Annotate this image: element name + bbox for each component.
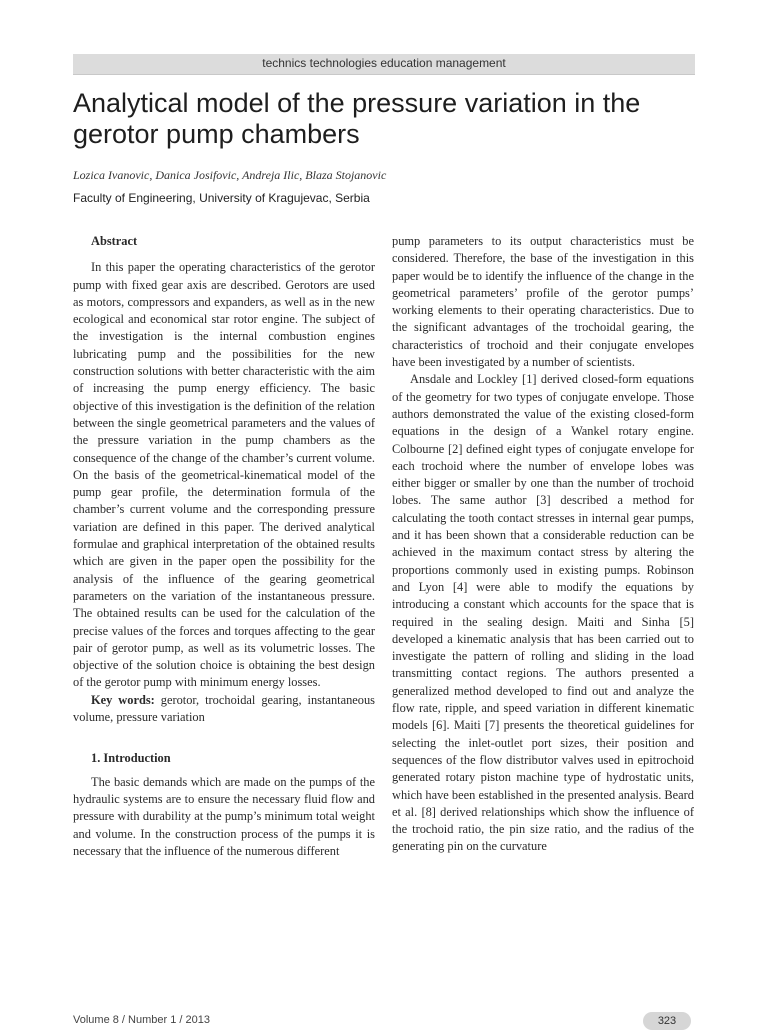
right-column (392, 233, 694, 856)
introduction-paragraph: The basic demands which are made on the pumps of the hydraulic systems are to ensure the necessary fluid flow and pressure with durability at the pump’s minimum total weight and volume. In the construction process of the pumps it is necessary that the influence of the numerous different (73, 774, 375, 858)
footer-volume: Volume 8 / Number 1 / 2013 (73, 1014, 210, 1026)
page-number: 323 (643, 1012, 691, 1030)
authors: Lozica Ivanovic, Danica Josifovic, Andreja Ilic, Blaza Stojanovic (73, 168, 387, 182)
abstract-text: In this paper the operating characteristics of the gerotor pump with fixed gear axis are described. Gerotors are used as motors, compressors and expanders, as well as in the new ecological and economical star rotor engine. The subject of the investigation is the internal combustion engines lubricating pump and the possibilities for the new construction solutions with better characteristic with the aim of increasing the pump energy efficiency. The basic objective of this investigation is the definition of the relation between the single geometrical parameters and the values of the pressure variation in the pump chambers as the consequence of the change of the chamber’s current volume. On the basis of the geometrical-kinematical model of the pump gear profile, the determination formula of the chamber’s current volume and the corresponding pressure variation are defined in this paper. The derived analytical formulae and graphical interpretation of the obtained results which are given in the paper open the possibility for the analysis of the influence of the gearing geometrical parameters on the variation of the instantaneous pressure. The obtained results can be used for the calculation of the precise values of the forces and torques affecting to the gear pair of gerotor pump, as well as its volumetric losses. The objective of the solution choice is obtaining the best design of the gerotor pump with minimum energy losses. (73, 260, 375, 690)
keywords (73, 692, 375, 727)
paper-title: Analytical model of the pressure variation in the gerotor pump chambers (73, 88, 641, 149)
right-paragraph-1: pump parameters to its output characteristics must be considered. Therefore, the base of the investigation in this paper would be to identify the influence of the change in the geometrical parameters’ profile of the gerotor pumps’ working elements to their operating characteristics. Due to the significant advantages of the trochoidal gearing, the characteristics of trochoid and their conjugate envelopes have been investigated by a number of scientists. (392, 234, 694, 370)
introduction-heading: 1. Introduction (91, 751, 171, 766)
keywords-text: gerotor, trochoidal gearing, instantaneous volume, pressure variation (73, 692, 375, 725)
journal-header: technics technologies education management (73, 54, 695, 75)
abstract-heading: Abstract (91, 234, 138, 248)
keywords-label: Key words: (91, 692, 155, 707)
left-column (73, 233, 375, 860)
right-paragraph-2: Ansdale and Lockley [1] derived closed-form equations of the geometry for two types of conjugate envelope. Those authors demonstrated the value of the existing closed-form equations in the design of a Wankel rotary engine. Colbourne [2] defined eight types of conjugate envelope for each trochoid where the number of envelope lobes was either bigger or smaller by one than the number of trochoid lobes. The same author [3] described a method for calculating the tooth contact stresses in internal gear pumps, and it has been shown that a considerable reduction can be achieved in the maximum contact stress by altering the proportions commonly used in existing pumps. Robinson and Lyon [4] were able to modify the equations by introducing a constant which accounts for the space that is required in the sealing design. Maiti and Sinha [5] developed a kinematic analysis that has been carried out to investigate the pattern of rolling and sliding in the load transmitting contact regions. The authors presented a generalized method developed to find out and analyze the flow rate, ripple, and speed variation in different kinematic models [6]. Maiti [7] presents the theoretical guidelines for selecting the inlet-outlet port sizes, their position and sequences of the flow distributor valves used in epitrochoid generated rotary piston machine type of hydrostatic units, which have been established in the presented analysis. Beard et al. [8] derived relationships which show the influence of the trochoid ratio, the pin size ratio, and the radius of the generating pin on the curvature (392, 372, 694, 854)
affiliation: Faculty of Engineering, University of Kragujevac, Serbia (73, 191, 370, 205)
